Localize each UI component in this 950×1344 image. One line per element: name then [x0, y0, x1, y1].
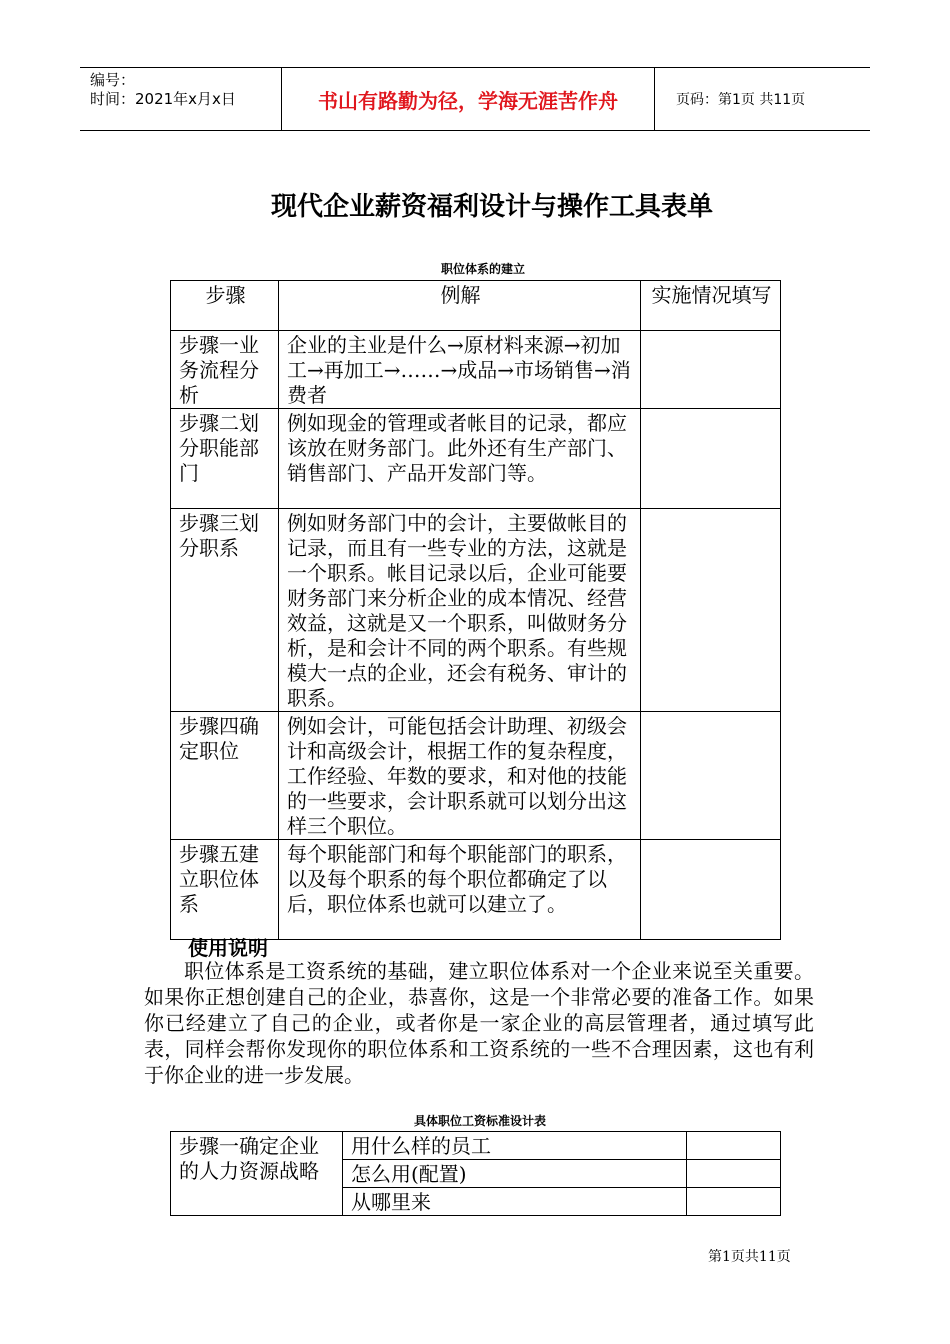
status-cell[interactable] — [687, 1160, 781, 1188]
document-title: 现代企业薪资福利设计与操作工具表单 — [270, 192, 713, 222]
table-row — [171, 1132, 781, 1160]
status-cell[interactable] — [641, 712, 781, 840]
item-cell: 从哪里来 — [343, 1188, 687, 1216]
header-meta — [80, 68, 280, 130]
step-cell: 步骤二划分职能部门 — [171, 409, 279, 509]
status-cell[interactable] — [687, 1188, 781, 1216]
item-cell: 怎么用(配置) — [343, 1160, 687, 1188]
table1-header-row — [171, 281, 781, 331]
page-header — [80, 67, 870, 131]
step-cell: 步骤五建立职位体系 — [171, 840, 279, 940]
status-cell[interactable] — [641, 409, 781, 509]
header-example: 例解 — [279, 281, 641, 331]
position-system-table — [170, 280, 781, 940]
number-label: 编号： — [90, 71, 136, 89]
salary-standard-table — [170, 1131, 781, 1216]
usage-text: 职位体系是工资系统的基础，建立职位体系对一个企业来说至关重要。如果你正想创建自己的企业，恭喜你，这是一个非常必要的准备工作。如果你已经建立了自己的企业，或者你是一家企业的高层管理者，通过填写此表，同样会帮你发现你的职位体系和工资系统的一些不合理因素，这也有利于你企业的进一步发展。 — [144, 959, 814, 1087]
page-info-text: 页码：第1页 共11页 — [676, 92, 806, 108]
time-label: 时间：2021年x月x日 — [90, 90, 236, 108]
example-cell: 例如现金的管理或者帐目的记录，都应该放在财务部门。此外还有生产部门、销售部门、产品开发部门等。 — [279, 409, 641, 509]
step-cell: 步骤一业务流程分析 — [171, 331, 279, 409]
example-cell: 每个职能部门和每个职能部门的职系，以及每个职系的每个职位都确定了以后，职位体系也就可以建立了。 — [279, 840, 641, 940]
status-cell[interactable] — [687, 1132, 781, 1160]
step-cell: 步骤四确定职位 — [171, 712, 279, 840]
example-cell: 例如财务部门中的会计，主要做帐目的记录，而且有一些专业的方法，这就是一个职系。帐目记录以后，企业可能要财务部门来分析企业的成本情况、经营效益，这就是又一个职系，叫做财务分析，是和会计不同的两个职系。有些规模大一点的企业，还会有税务、审计的职系。 — [279, 509, 641, 712]
table-row — [171, 840, 781, 940]
header-step: 步骤 — [171, 281, 279, 331]
step-cell: 步骤三划分职系 — [171, 509, 279, 712]
status-cell[interactable] — [641, 509, 781, 712]
table1-caption: 职位体系的建立 — [441, 262, 526, 276]
table-row — [171, 509, 781, 712]
table-row — [171, 409, 781, 509]
status-cell[interactable] — [641, 331, 781, 409]
table2-caption: 具体职位工资标准设计表 — [414, 1114, 547, 1128]
table-row — [171, 331, 781, 409]
table-row — [171, 712, 781, 840]
example-cell: 企业的主业是什么→原材料来源→初加工→再加工→……→成品→市场销售→消费者 — [279, 331, 641, 409]
page-footer: 第1页共11页 — [708, 1249, 791, 1265]
item-cell: 用什么样的员工 — [343, 1132, 687, 1160]
header-status: 实施情况填写 — [641, 281, 781, 331]
header-page-info — [664, 68, 870, 130]
header-motto: 书山有路勤为径，学海无涯苦作舟 — [281, 68, 655, 130]
example-cell: 例如会计，可能包括会计助理、初级会计和高级会计，根据工作的复杂程度，工作经验、年数的要求，和对他的技能的一些要求，会计职系就可以划分出这样三个职位。 — [279, 712, 641, 840]
status-cell[interactable] — [641, 840, 781, 940]
usage-title: 使用说明 — [188, 936, 268, 960]
step-cell: 步骤一确定企业的人力资源战略 — [171, 1132, 343, 1216]
